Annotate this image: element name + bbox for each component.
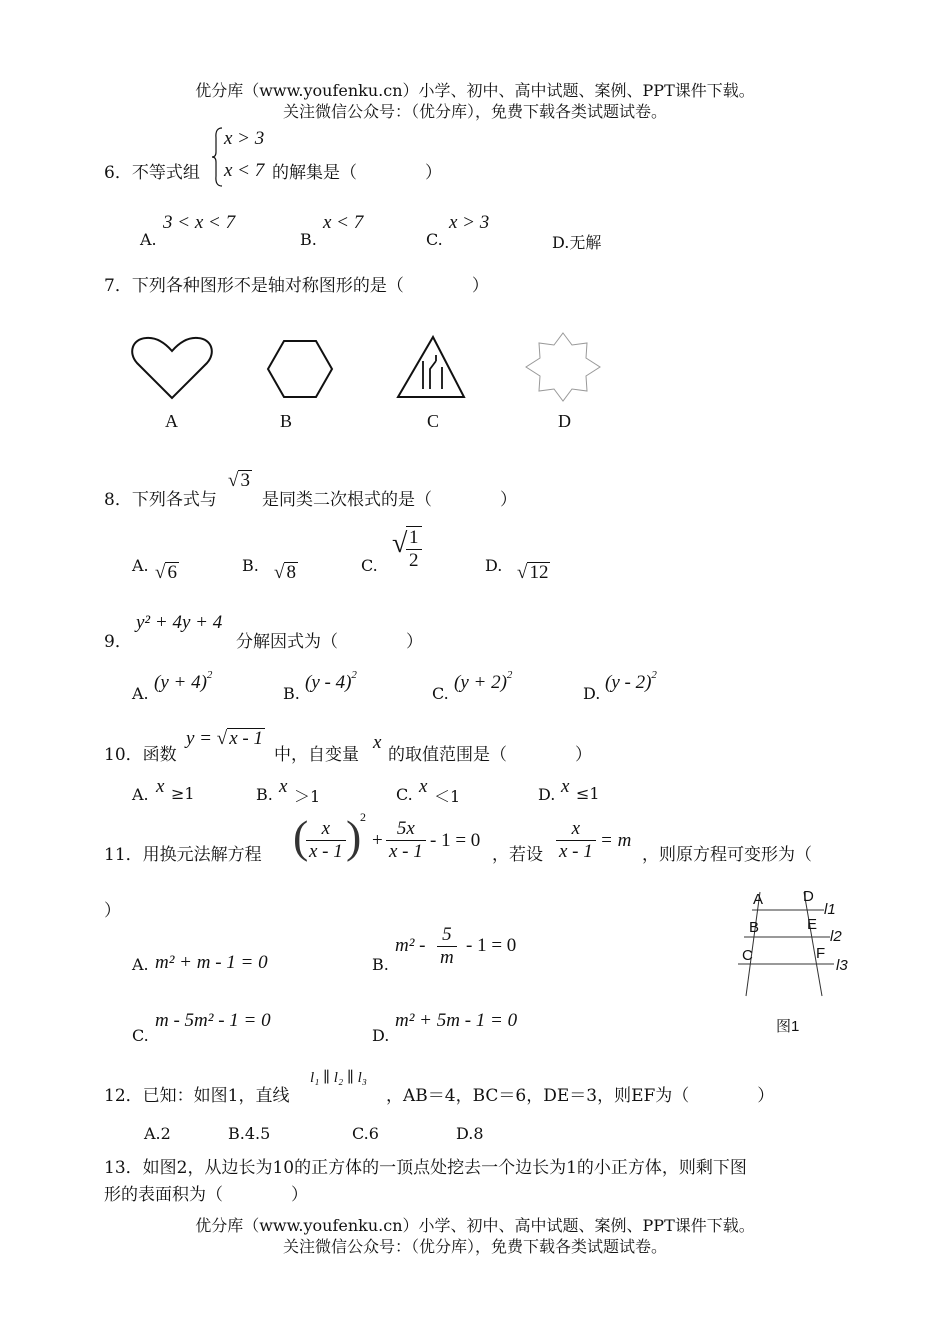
q9-option-c-label: C. xyxy=(432,684,449,703)
q11-paren-right: ) xyxy=(346,811,362,862)
q11-option-d: m² + 5m - 1 = 0 xyxy=(395,1010,518,1031)
q9-option-b-label: B. xyxy=(283,684,300,703)
q6-option-d: D.无解 xyxy=(552,233,602,252)
q9-option-b: (y - 4)$^2$ xyxy=(305,669,357,693)
triangle-road-marks xyxy=(423,355,442,389)
q10-mid: 中，自变量 xyxy=(274,745,359,765)
q13-line1: 13．如图2，从边长为10的正方体的一顶点处挖去一个边长为1的小正方体，则剩下图 xyxy=(104,1158,747,1178)
q12-option-d: D.8 xyxy=(456,1124,484,1143)
q6-option-b: x < 7 xyxy=(323,212,364,233)
q9-option-a-label: A. xyxy=(132,684,149,703)
q11-option-a: m² + m - 1 = 0 xyxy=(155,952,268,973)
q10-var-a: x xyxy=(156,776,165,797)
star-shape xyxy=(526,333,600,401)
fig1-point-b: B xyxy=(749,919,760,936)
q10-function: y = √ x - 1 xyxy=(186,728,263,749)
q10-variable: x xyxy=(373,732,382,753)
q11-option-b-pre: m² - xyxy=(395,935,426,956)
q11-paren-left: ( xyxy=(293,811,309,862)
q6-option-b-label: B. xyxy=(300,230,317,249)
q7-text: 7．下列各种图形不是轴对称图形的是（ ） xyxy=(104,276,489,296)
shape-label-c: C xyxy=(427,411,440,431)
q10-option-a-label: A. xyxy=(132,785,149,804)
q11-option-a-label: A. xyxy=(132,955,149,974)
q10-option-c-label: C. xyxy=(396,785,413,804)
q8-prefix: 8．下列各式与 xyxy=(104,490,217,510)
footer-line1: 优分库（www.youfenku.cn）小学、初中、高中试题、案例、PPT课件下载。 xyxy=(195,1216,755,1235)
q12-option-a: A.2 xyxy=(144,1124,171,1143)
q8-option-d: √ 12 xyxy=(517,562,549,583)
q11-option-b-post: - 1 = 0 xyxy=(466,935,517,956)
q11-option-b-fraction: $\frac{5}{m}$ xyxy=(437,924,457,969)
fig1-point-f: F xyxy=(816,945,826,962)
q11-prefix: 11．用换元法解方程 xyxy=(104,845,262,865)
q11-close-paren: ） xyxy=(104,901,121,921)
q10-prefix: 10．函数 xyxy=(104,745,177,765)
fig1-line-l3: l3 xyxy=(836,957,848,974)
q11-rest: - 1 = 0 xyxy=(430,830,481,851)
q6-option-a-label: A. xyxy=(140,230,157,249)
q10-suffix: 的取值范围是（ ） xyxy=(388,745,592,765)
q8-suffix: 是同类二次根式的是（ ） xyxy=(262,490,517,510)
q6-suffix: 的解集是（ ） xyxy=(272,163,442,183)
q11-exponent: 2 xyxy=(360,810,366,824)
fig1-line-l1: l1 xyxy=(824,901,836,918)
q7-shapes-figure xyxy=(120,325,640,415)
q11-option-c: m - 5m² - 1 = 0 xyxy=(155,1010,271,1031)
fig1-line-l2: l2 xyxy=(830,928,842,945)
shape-label-d: D xyxy=(558,411,571,431)
q11-suffix: ，则原方程可变形为（ xyxy=(642,845,812,865)
q11-mid: ，若设 xyxy=(492,845,543,865)
q13-line2: 形的表面积为（ ） xyxy=(104,1185,308,1205)
q11-eq-m: = m xyxy=(600,830,632,851)
q10-var-c: x xyxy=(419,776,428,797)
q6-option-a: 3 < x < 7 xyxy=(163,212,236,233)
q8-option-c-label: C. xyxy=(361,556,378,575)
q10-option-c: ＜1 xyxy=(434,787,461,806)
q11-fraction-1: $\frac{x}{x - 1}$ xyxy=(306,818,346,863)
q8-option-a: √ 6 xyxy=(155,562,177,583)
q12-suffix: ，AB＝4，BC＝6，DE＝3，则EF为（ ） xyxy=(386,1086,775,1106)
q11-option-d-label: D. xyxy=(372,1026,390,1045)
q10-var-b: x xyxy=(279,776,288,797)
q8-option-b-label: B. xyxy=(242,556,259,575)
fig1-point-a: A xyxy=(753,891,764,908)
q9-number: 9． xyxy=(104,632,132,652)
q12-option-c: C.6 xyxy=(352,1124,379,1143)
q10-var-d: x xyxy=(561,776,570,797)
q11-plus: + xyxy=(372,830,383,851)
header-line2: 关注微信公众号：（优分库），免费下载各类试题试卷。 xyxy=(282,102,667,121)
q8-option-c-radical: √ xyxy=(392,528,408,559)
q10-option-b: ＞1 xyxy=(294,787,321,806)
q6-option-c: x > 3 xyxy=(449,212,490,233)
q11-option-c-label: C. xyxy=(132,1026,149,1045)
heart-shape xyxy=(132,338,212,398)
q9-suffix: 分解因式为（ ） xyxy=(236,632,423,652)
q11-fraction-2: $\frac{5x}{x - 1}$ xyxy=(386,818,426,863)
fig1-point-d: D xyxy=(803,888,814,905)
footer-line2: 关注微信公众号：（优分库），免费下载各类试题试卷。 xyxy=(282,1237,667,1256)
q6-option-c-label: C. xyxy=(426,230,443,249)
q8-option-d-label: D. xyxy=(485,556,503,575)
shape-label-b: B xyxy=(280,411,293,431)
fig1-point-c: C xyxy=(742,947,753,964)
q8-option-a-label: A. xyxy=(132,556,149,575)
q10-option-a: ≥1 xyxy=(171,784,195,803)
brace-icon xyxy=(210,126,224,188)
q12-option-b: B.4.5 xyxy=(228,1124,271,1143)
shape-label-a: A xyxy=(165,411,178,431)
q12-prefix: 12．已知：如图1，直线 xyxy=(104,1086,290,1106)
q12-parallel-lines: l₁ ∥ l₂ ∥ l₃ xyxy=(310,1070,368,1086)
q8-sqrt-3: √ 3 xyxy=(228,470,250,491)
figure-1-diagram xyxy=(732,884,862,1000)
q10-option-b-label: B. xyxy=(256,785,273,804)
q11-fraction-3: $\frac{x}{x - 1}$ xyxy=(556,818,596,863)
q8-option-c: $\frac{1}{2}$ xyxy=(406,526,422,572)
header-line1: 优分库（www.youfenku.cn）小学、初中、高中试题、案例、PPT课件下载。 xyxy=(195,81,755,100)
q9-expression: y² + 4y + 4 xyxy=(136,612,223,633)
q8-option-b: √ 8 xyxy=(274,562,296,583)
fig1-caption: 图1 xyxy=(776,1018,800,1035)
q9-option-d-label: D. xyxy=(583,684,601,703)
q10-option-d-label: D. xyxy=(538,785,556,804)
q11-option-b-label: B. xyxy=(372,955,389,974)
q6-inequality-2: x < 7 xyxy=(224,160,265,181)
q10-option-d: ≤1 xyxy=(576,784,600,803)
q6-prefix: 6．不等式组 xyxy=(104,163,200,183)
fig1-point-e: E xyxy=(807,916,818,933)
q6-inequality-1: x > 3 xyxy=(224,128,265,149)
q9-option-a: $(y + 4)^2$ xyxy=(154,669,213,693)
hexagon-shape xyxy=(268,341,332,397)
q9-option-d: (y - 2)$^2$ xyxy=(605,669,657,693)
q9-option-c: $(y + 2)^2$ xyxy=(454,669,513,693)
